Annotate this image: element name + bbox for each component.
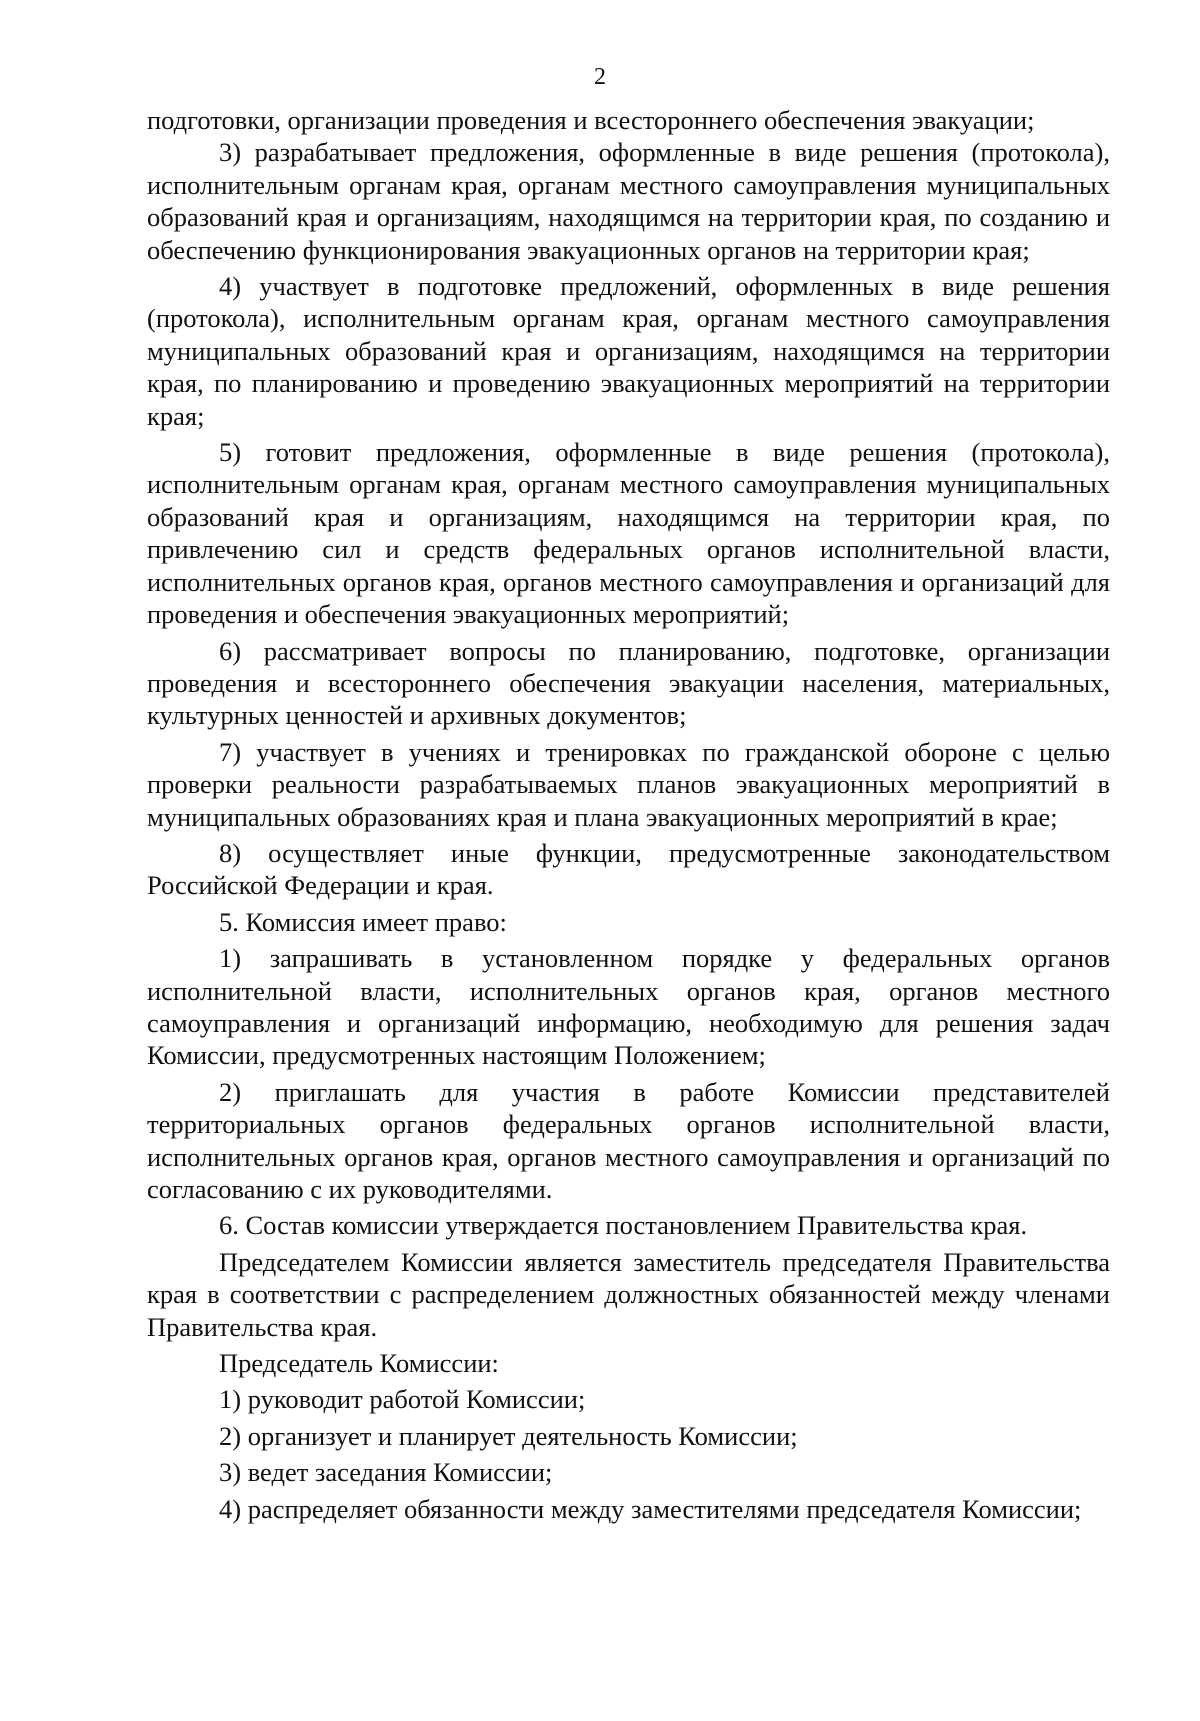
paragraph-chairman-duties: Председатель Комиссии: — [219, 1348, 499, 1379]
paragraph-duty-1: 1) руководит работой Комиссии; — [219, 1384, 586, 1415]
paragraph-duty-2: 2) организует и планирует деятельность Комиссии; — [219, 1420, 798, 1451]
paragraph-section-6: 6. Состав комиссии утверждается постановлением Правительства края. — [219, 1210, 1028, 1241]
paragraph-item-7: 7) участвует в учениях и тренировках по гражданской обороне с целью проверки реальности разрабатываемых планов эвакуационных мероприятий в муниципальных образованиях края и плана эвакуационных мероприятий в крае; — [147, 736, 1110, 832]
paragraph-item-3: 3) разрабатывает предложения, оформленные в виде решения (протокола), исполнительным органам края, органам местного самоуправления муниципальных образований края и организациям, находящимся на территории края, по созданию и обеспечению функционирования эвакуационных органов на территории края; — [147, 137, 1110, 265]
paragraph-chairman: Председателем Комиссии является заместитель председателя Правительства края в соответствии с распределением должностных обязанностей между членами Правительства края. — [147, 1246, 1110, 1342]
paragraph-duty-3: 3) ведет заседания Комиссии; — [219, 1457, 553, 1488]
paragraph-item-4: 4) участвует в подготовке предложений, оформленных в виде решения (протокола), исполнительным органам края, органам местного самоуправления муниципальных образований края и организациям, находящимся на территории края, по планированию и проведению эвакуационных мероприятий на территории края; — [147, 271, 1110, 431]
paragraph-item-5: 5) готовит предложения, оформленные в виде решения (протокола), исполнительным органам края, органам местного самоуправления муниципальных образований края и организациям, находящимся на территории края, по привлечению сил и средств федеральных органов исполнительной власти, исполнительных органов края, органов местного самоуправления и организаций для проведения и обеспечения эвакуационных мероприятий; — [147, 437, 1110, 630]
paragraph-item-6: 6) рассматривает вопросы по планированию, подготовке, организации проведения и всестороннего обеспечения эвакуации населения, материальных, культурных ценностей и архивных документов; — [147, 635, 1110, 731]
paragraph-right-1: 1) запрашивать в установленном порядке у федеральных органов исполнительной власти, исполнительных органов края, органов местного самоуправления и организаций информацию, необходимую для решения задач Комиссии, предусмотренных настоящим Положением; — [147, 943, 1110, 1071]
document-body — [147, 104, 1110, 1525]
page-number: 2 — [594, 64, 606, 90]
paragraph-continuation: подготовки, организации проведения и всестороннего обеспечения эвакуации; — [147, 105, 1035, 135]
paragraph-section-5: 5. Комиссия имеет право: — [219, 906, 507, 937]
paragraph-duty-4: 4) распределяет обязанности между заместителями председателя Комиссии; — [219, 1493, 1082, 1524]
paragraph-item-8: 8) осуществляет иные функции, предусмотренные законодательством Российской Федерации и края. — [147, 837, 1110, 901]
paragraph-right-2: 2) приглашать для участия в работе Комиссии представителей территориальных органов федеральных органов исполнительной власти, исполнительных органов края, органов местного самоуправления и организаций по согласованию с их руководителями. — [147, 1076, 1110, 1204]
